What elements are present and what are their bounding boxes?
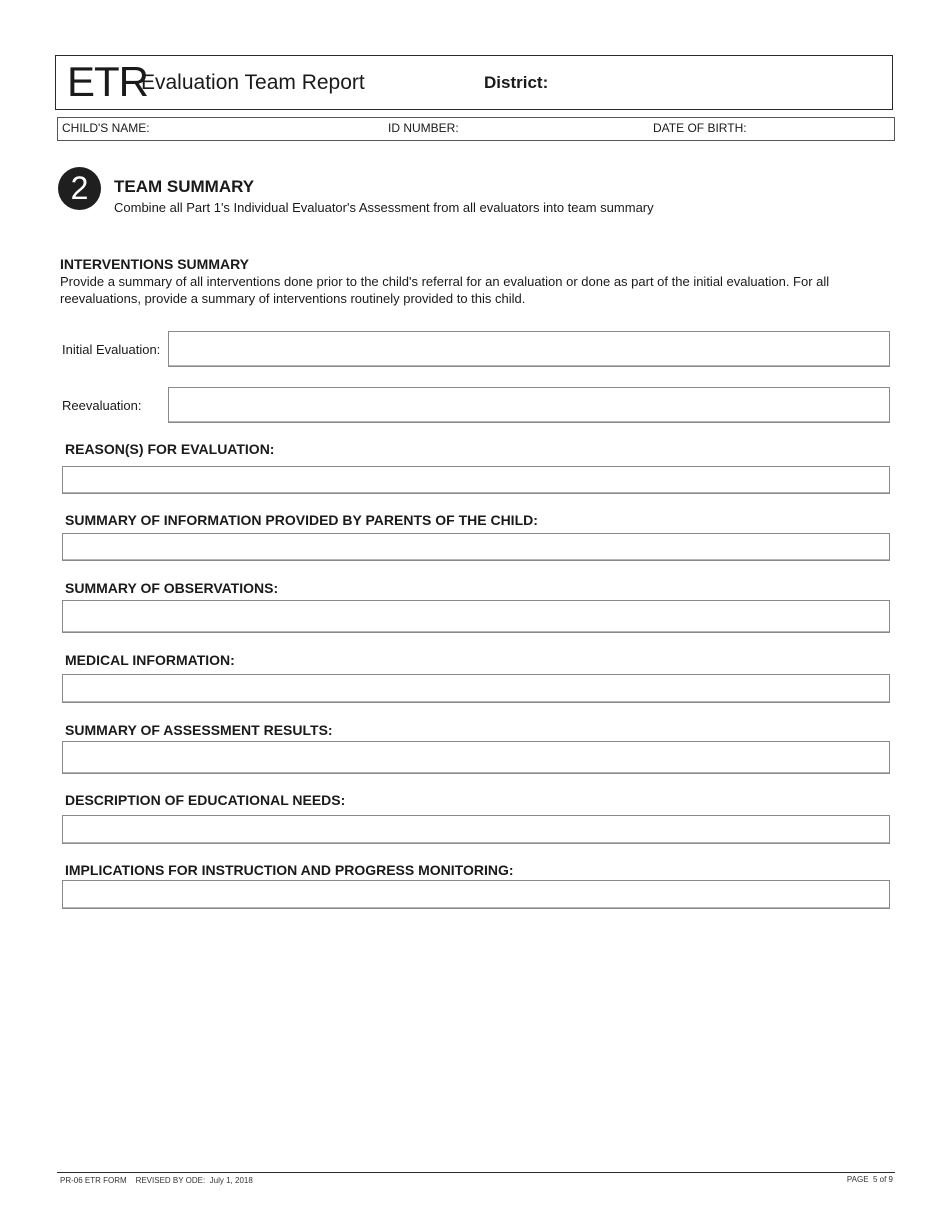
parent-info-summary-field[interactable] [62, 533, 890, 561]
observations-summary-label: SUMMARY OF OBSERVATIONS: [65, 580, 279, 596]
reevaluation-label: Reevaluation: [62, 398, 142, 413]
section-number-badge: 2 [58, 167, 101, 210]
district-label: District: [484, 73, 549, 92]
childs-name-label: CHILD'S NAME: [62, 121, 150, 135]
section-description: Combine all Part 1's Individual Evaluator's Assessment from all evaluators into team summary [114, 200, 654, 215]
footer-divider [57, 1172, 895, 1173]
interventions-title: INTERVENTIONS SUMMARY [60, 256, 250, 272]
form-title: Evaluation Team Report [141, 71, 365, 94]
educational-needs-field[interactable] [62, 815, 890, 844]
footer-page-number: PAGE 5 of 9 [846, 1175, 893, 1184]
medical-information-label: MEDICAL INFORMATION: [65, 652, 235, 668]
observations-summary-field[interactable] [62, 600, 890, 633]
assessment-results-label: SUMMARY OF ASSESSMENT RESULTS: [65, 722, 333, 738]
educational-needs-label: DESCRIPTION OF EDUCATIONAL NEEDS: [65, 792, 346, 808]
reason-for-evaluation-field[interactable] [62, 466, 890, 494]
reevaluation-field[interactable] [168, 387, 890, 423]
date-of-birth-label: DATE OF BIRTH: [653, 121, 747, 135]
medical-information-field[interactable] [62, 674, 890, 703]
initial-evaluation-field[interactable] [168, 331, 890, 367]
assessment-results-field[interactable] [62, 741, 890, 774]
section-title: TEAM SUMMARY [114, 177, 255, 196]
instruction-implications-label: IMPLICATIONS FOR INSTRUCTION AND PROGRESS MONITORING: [65, 862, 514, 878]
instruction-implications-field[interactable] [62, 880, 890, 909]
reason-for-evaluation-label: REASON(S) FOR EVALUATION: [65, 441, 275, 457]
initial-evaluation-label: Initial Evaluation: [62, 342, 161, 357]
student-info-row [57, 117, 895, 141]
footer-form-info: PR-06 ETR FORM REVISED BY ODE: July 1, 2018 [60, 1176, 253, 1185]
interventions-description: Provide a summary of all interventions done prior to the child's referral for an evaluation or done as part of the initial evaluation. For all reevaluations, provide a summary of interventions routinely provided to this child. [60, 274, 830, 306]
id-number-label: ID NUMBER: [388, 121, 459, 135]
etr-logo: ETR [67, 58, 148, 105]
parent-info-summary-label: SUMMARY OF INFORMATION PROVIDED BY PARENTS OF THE CHILD: [65, 512, 538, 528]
